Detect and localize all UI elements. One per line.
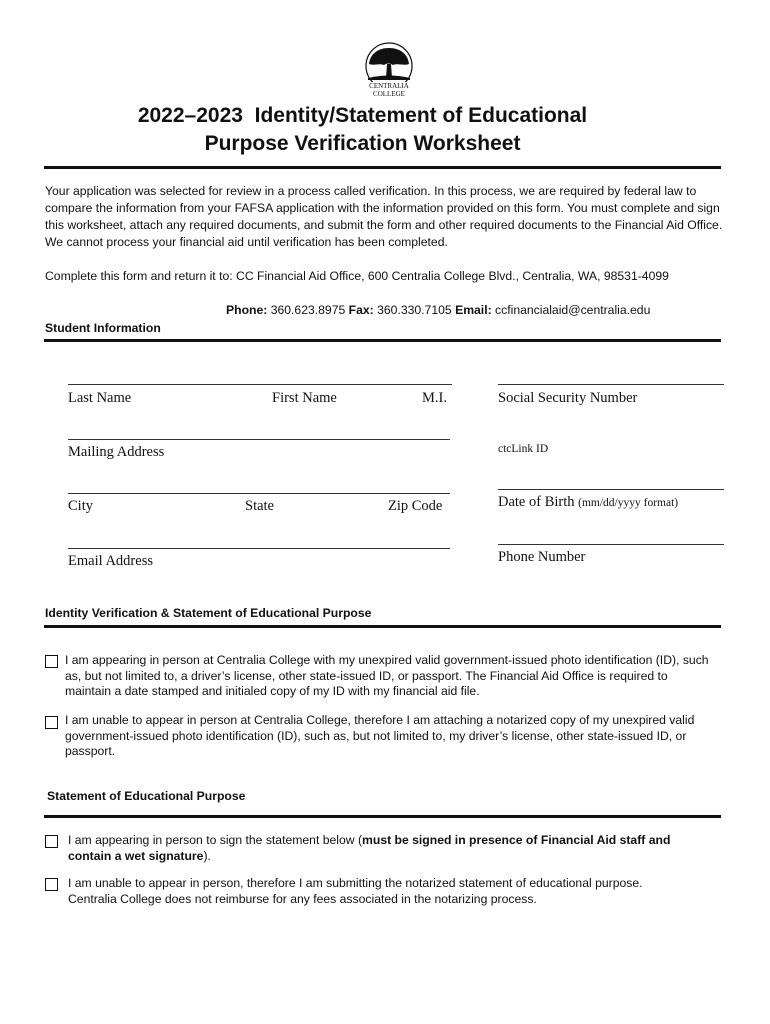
city-state-zip-field[interactable] xyxy=(68,493,450,494)
fax-label: Fax: xyxy=(348,303,374,317)
statement-notarized-checkbox[interactable] xyxy=(45,878,58,891)
phone-number: 360.623.8975 xyxy=(270,303,346,317)
statement-notarized-text: I am unable to appear in person, therefore I am submitting the notarized statement of educational purpose. Centralia College does not reimburse for any fees associated in the notarizing process. xyxy=(68,876,643,906)
statement-heading: Statement of Educational Purpose xyxy=(47,789,246,803)
title-line1: 2022–2023 Identity/Statement of Educational xyxy=(137,104,588,127)
last-name-label: Last Name xyxy=(68,390,132,406)
city-label: City xyxy=(68,498,93,514)
intro-paragraph: Your application was selected for review in a process called verification. In this process, we are required by federal law to compare the information from your FAFSA application with the information provided on this form. You must complete and sign this worksheet, attach any required documents, and submit the form and other required documents to the Financial Aid Office. We cannot process your financial aid until verification has been completed. xyxy=(45,184,723,249)
ssn-label: Social Security Number xyxy=(498,390,638,406)
zip-label: Zip Code xyxy=(388,498,443,514)
identity-in-person-checkbox[interactable] xyxy=(45,655,58,668)
dob-label-text: Date of Birth xyxy=(498,494,575,510)
email-field[interactable] xyxy=(68,548,450,549)
page-title xyxy=(40,102,685,158)
centralia-college-logo xyxy=(360,42,418,98)
return-instructions: Complete this form and return it to: CC Financial Aid Office, 600 Centralia College Blvd., Centralia, WA, 98531-4099 xyxy=(45,269,669,283)
title-rule xyxy=(44,166,721,169)
student-info-rule xyxy=(44,339,721,342)
dob-format-hint: (mm/dd/yyyy format) xyxy=(578,497,679,509)
first-name-label: First Name xyxy=(272,390,337,406)
logo-text-line2: COLLEGE xyxy=(373,90,405,98)
phone-label: Phone: xyxy=(226,303,268,317)
phone-label-field: Phone Number xyxy=(498,549,586,565)
dob-label xyxy=(498,494,678,511)
email-address: ccfinancialaid@centralia.edu xyxy=(495,303,651,317)
identity-rule xyxy=(44,625,721,628)
identity-in-person-text: I am appearing in person at Centralia College with my unexpired valid government-issued photo identification (ID), such as, but not limited to, a driver’s license, other state-issued ID, or passport. The Financial Aid Office is required to maintain a date stamped and initialed copy of my ID with my financial aid file. xyxy=(65,653,709,698)
mailing-address-field[interactable] xyxy=(68,439,450,440)
ctclink-label: ctcLink ID xyxy=(498,443,549,455)
statement-in-person-text xyxy=(68,833,678,864)
name-field[interactable] xyxy=(68,384,452,385)
identity-notarized-text: I am unable to appear in person at Centralia College, therefore I am attaching a notarized copy of my unexpired valid government-issued photo identification (ID), such as, but not limited to, my driver’s license, other state-issued ID, or passport. xyxy=(65,713,695,758)
phone-field[interactable] xyxy=(498,544,724,545)
dob-field[interactable] xyxy=(498,489,724,490)
statement-in-person-bold: must be signed in presence of Financial Aid staff and contain a wet signature xyxy=(68,833,671,863)
state-label: State xyxy=(245,498,274,514)
mailing-address-label: Mailing Address xyxy=(68,444,165,460)
statement-in-person-pre: I am appearing in person to sign the statement below ( xyxy=(68,833,363,847)
email-label: Email: xyxy=(455,303,492,317)
email-label-field: Email Address xyxy=(68,553,153,569)
ssn-field[interactable] xyxy=(498,384,724,385)
identity-notarized-checkbox[interactable] xyxy=(45,716,58,729)
mi-label: M.I. xyxy=(422,390,447,406)
statement-rule xyxy=(44,815,721,818)
fax-number: 360.330.7105 xyxy=(377,303,452,317)
student-info-heading: Student Information xyxy=(45,321,161,335)
statement-in-person-post: ). xyxy=(203,848,211,863)
logo-text-line1: CENTRALIA xyxy=(369,82,409,90)
identity-heading: Identity Verification & Statement of Educational Purpose xyxy=(45,606,372,620)
statement-in-person-checkbox[interactable] xyxy=(45,835,58,848)
contact-info xyxy=(226,303,650,317)
title-line2: Purpose Verification Worksheet xyxy=(204,132,521,155)
